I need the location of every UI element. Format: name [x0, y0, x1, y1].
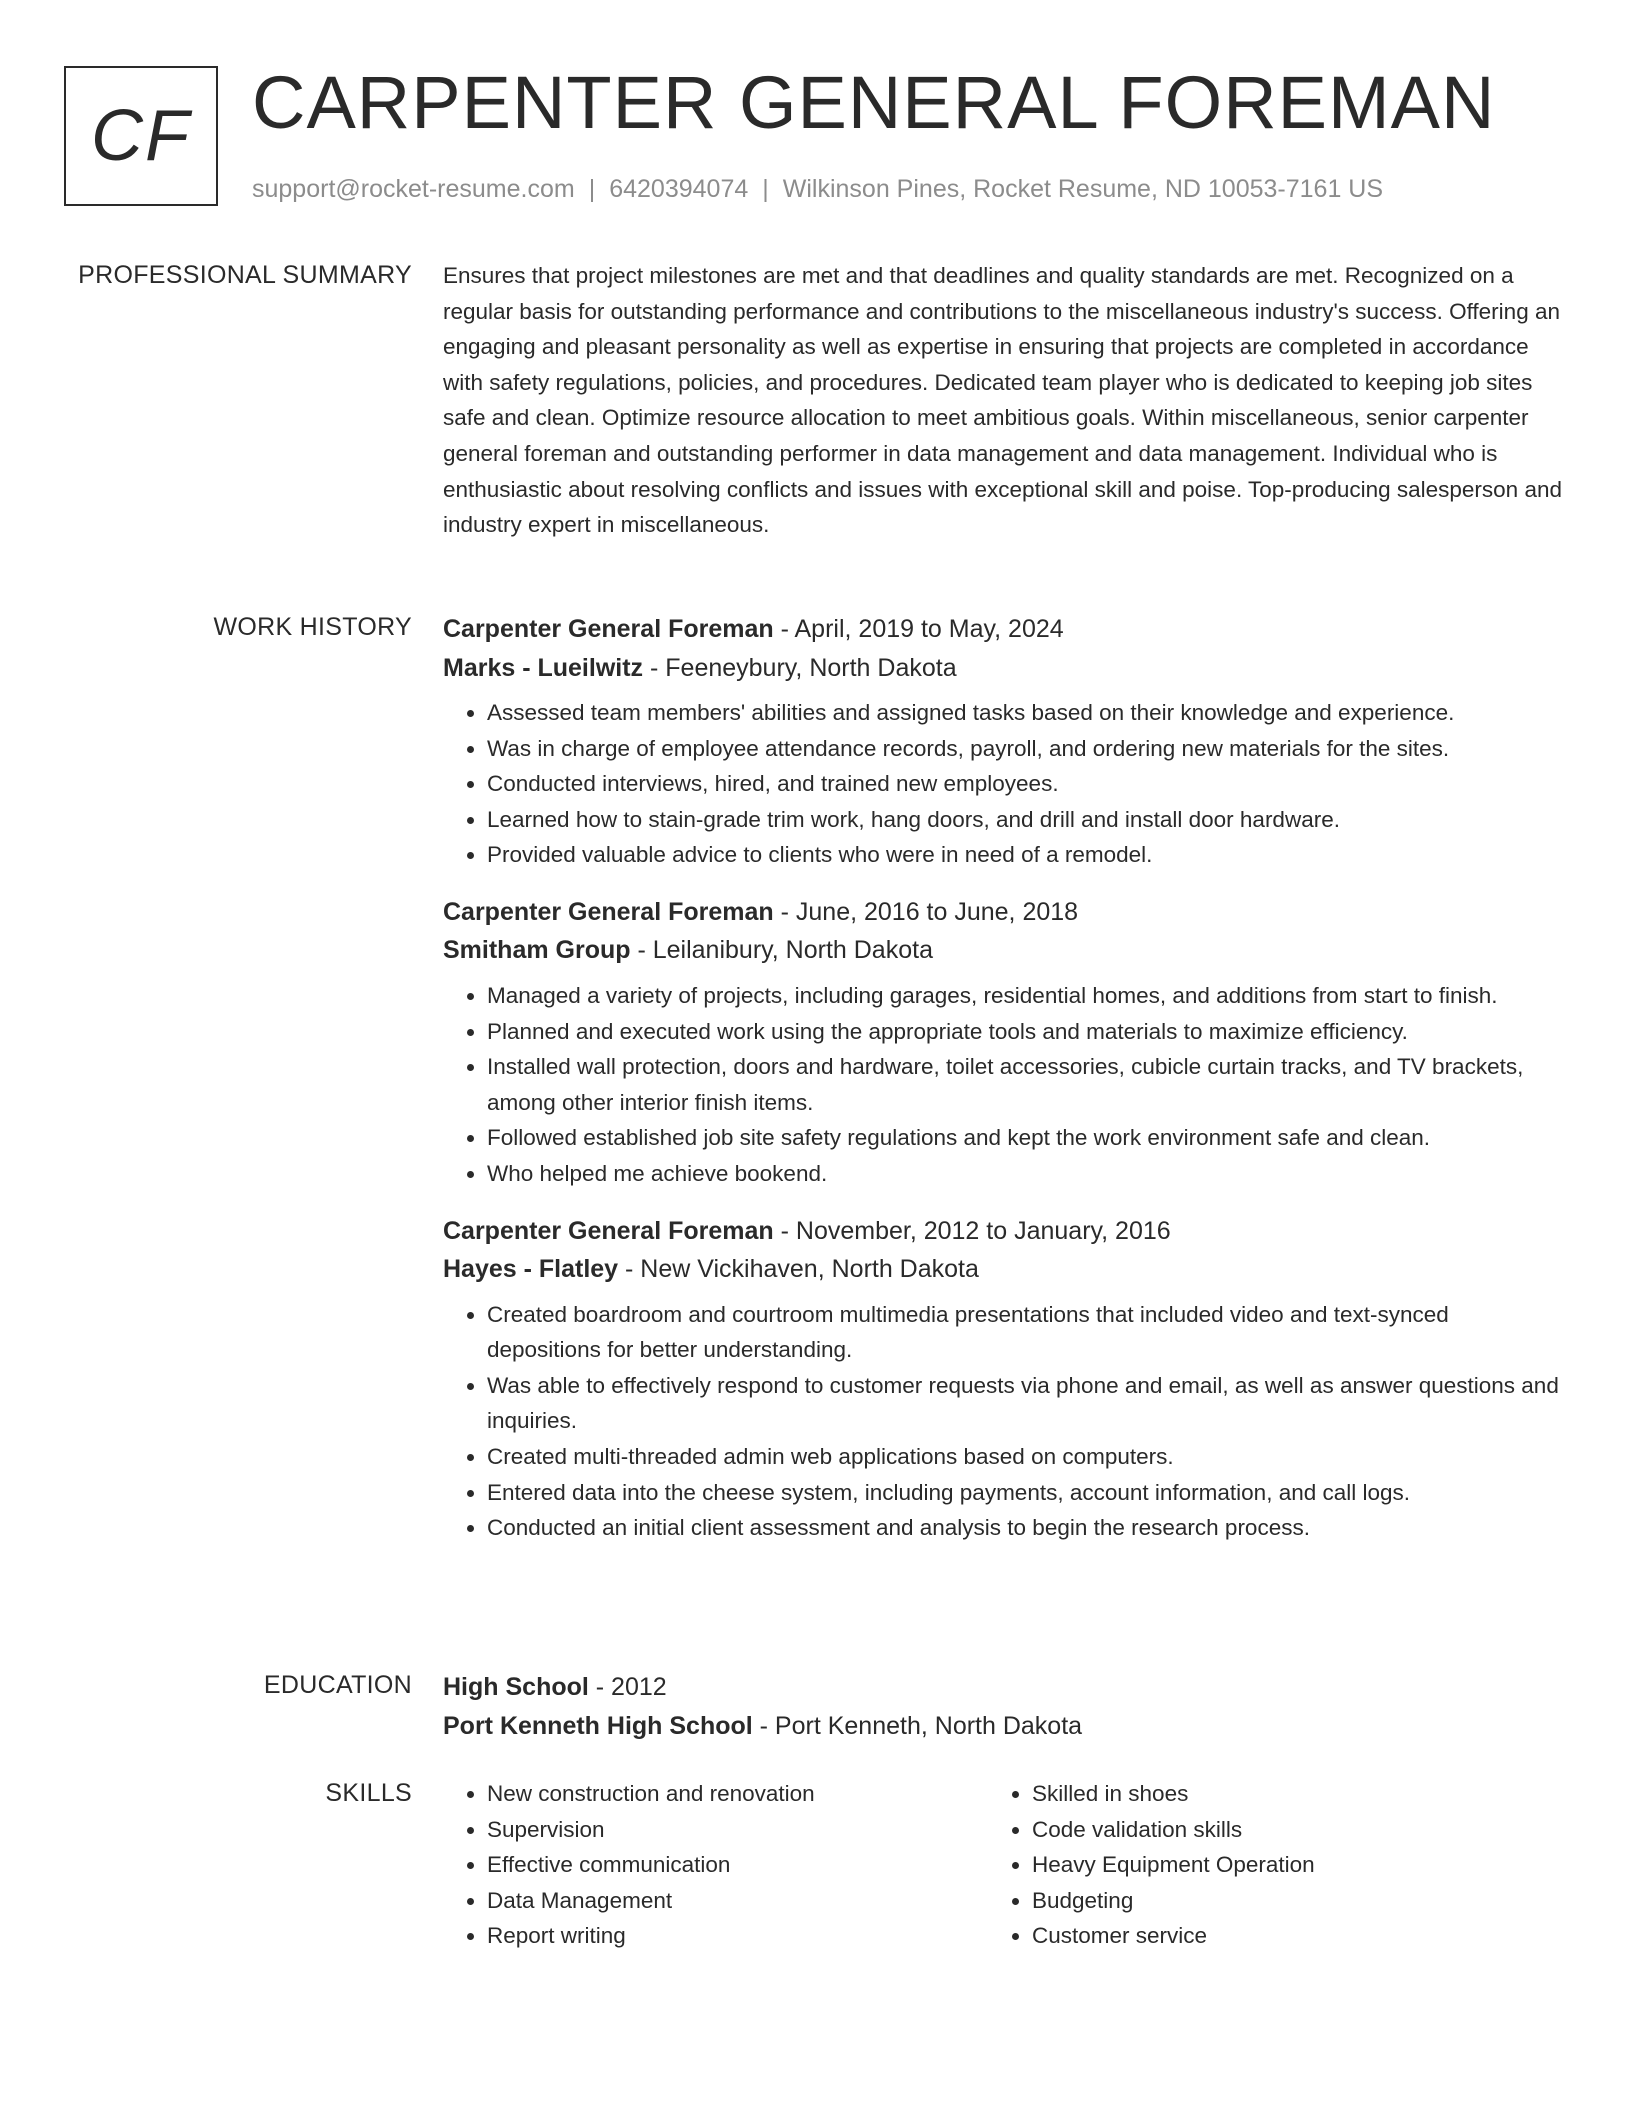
- job-bullet: • Planned and executed work using the appropriate tools and materials to maximize efficiency.: [487, 1014, 1563, 1050]
- job-company: Smitham Group: [443, 936, 631, 965]
- contact-email: support@rocket-resume.com: [252, 175, 575, 203]
- job-company: Hayes - Flatley: [443, 1255, 619, 1284]
- job-bullet: • Assessed team members' abilities and assigned tasks based on their knowledge and experience.: [487, 695, 1563, 731]
- monogram-box: [64, 66, 218, 206]
- job-bullet: • Created multi-threaded admin web applications based on computers.: [487, 1439, 1563, 1475]
- job-title: Carpenter General Foreman: [443, 615, 774, 643]
- candidate-name: CARPENTER GENERAL FOREMAN: [252, 61, 1496, 144]
- skills-list-right: [988, 1776, 1533, 1954]
- job-bullet-list: [443, 695, 1563, 873]
- education-degree-line: [443, 1668, 1563, 1707]
- job-bullet: • Managed a variety of projects, including garages, residential homes, and additions from start to finish.: [487, 978, 1563, 1014]
- job-company-line: [443, 649, 1563, 688]
- monogram-initials: CF: [91, 96, 191, 176]
- job-entry: [443, 893, 1563, 1192]
- job-dates: - April, 2019 to May, 2024: [773, 615, 1064, 643]
- skill-item: • Effective communication: [487, 1847, 988, 1883]
- job-entry: [443, 1212, 1563, 1546]
- skill-item: • Data Management: [487, 1883, 988, 1919]
- summary-text: Ensures that project milestones are met and that deadlines and quality standards are met. Recognized on a regular basis for outstanding performance and contributions to the miscellaneous industry's success. Offering an engaging and pleasant personality as well as expertise in ensuring that projects are completed in accordance with safety regulations, policies, and procedures. Dedicated team player who is dedicated to keeping job sites safe and clean. Optimize resource allocation to meet ambitious goals. Within miscellaneous, senior carpenter general foreman and outstanding performer in data management and data management. Individual who is enthusiastic about resolving conflicts and issues with exceptional skill and poise. Top-producing salesperson and industry expert in miscellaneous.: [443, 263, 1562, 538]
- skills-column-left: [443, 1776, 988, 1954]
- education-location: - Port Kenneth, North Dakota: [752, 1711, 1083, 1740]
- job-company-line: [443, 1250, 1563, 1289]
- education-degree: High School: [443, 1673, 589, 1701]
- contact-phone: 6420394074: [609, 175, 749, 203]
- contact-address: Wilkinson Pines, Rocket Resume, ND 10053-7161 US: [782, 175, 1384, 203]
- skill-item: • Skilled in shoes: [1032, 1776, 1533, 1812]
- work-history-body: [443, 610, 1563, 1566]
- job-bullet-list: [443, 1297, 1563, 1546]
- job-bullet: • Conducted interviews, hired, and trained new employees.: [487, 766, 1563, 802]
- job-title-line: [443, 893, 1563, 932]
- skill-item: • Heavy Equipment Operation: [1032, 1847, 1533, 1883]
- job-entry: [443, 610, 1563, 873]
- skill-item: • Supervision: [487, 1812, 988, 1848]
- job-title-line: [443, 610, 1563, 649]
- job-company: Marks - Lueilwitz: [443, 653, 644, 682]
- job-title-line: [443, 1212, 1563, 1251]
- contact-separator: |: [588, 175, 596, 203]
- contact-separator: |: [762, 175, 769, 203]
- skill-item: • New construction and renovation: [487, 1776, 988, 1812]
- education-year: - 2012: [588, 1673, 667, 1701]
- job-bullet: • Followed established job site safety regulations and kept the work environment safe and clean.: [487, 1120, 1563, 1156]
- job-location: - Feeneybury, North Dakota: [643, 653, 957, 682]
- job-bullet: • Installed wall protection, doors and hardware, toilet accessories, cubicle curtain tracks, and TV brackets, among other interior finish items.: [487, 1049, 1563, 1120]
- job-dates: - June, 2016 to June, 2018: [773, 897, 1079, 926]
- job-bullet: • Conducted an initial client assessment and analysis to begin the research process.: [487, 1510, 1563, 1546]
- job-bullet: • Who helped me achieve bookend.: [487, 1156, 1563, 1192]
- job-dates: - November, 2012 to January, 2016: [773, 1216, 1171, 1245]
- skill-item: • Budgeting: [1032, 1883, 1533, 1919]
- skills-body: [443, 1776, 1563, 1954]
- job-bullet: • Was in charge of employee attendance records, payroll, and ordering new materials for the sites.: [487, 731, 1563, 767]
- job-bullet: • Provided valuable advice to clients who were in need of a remodel.: [487, 837, 1563, 873]
- job-company-line: [443, 931, 1563, 970]
- job-location: - Leilanibury, North Dakota: [630, 936, 933, 965]
- section-label-skills: SKILLS: [325, 1779, 412, 1807]
- summary-body: [443, 258, 1563, 543]
- job-bullet: • Was able to effectively respond to customer requests via phone and email, as well as answer questions and inquiries.: [487, 1368, 1563, 1439]
- education-school-line: [443, 1707, 1563, 1746]
- contact-line: [252, 172, 1383, 206]
- job-title: Carpenter General Foreman: [443, 1216, 774, 1245]
- skill-item: • Code validation skills: [1032, 1812, 1533, 1848]
- section-label-summary: PROFESSIONAL SUMMARY: [78, 261, 412, 289]
- skills-column-right: [988, 1776, 1533, 1954]
- skill-item: • Customer service: [1032, 1918, 1533, 1954]
- education-body: [443, 1668, 1563, 1745]
- job-bullet: • Created boardroom and courtroom multimedia presentations that included video and text-synced depositions for better understanding.: [487, 1297, 1563, 1368]
- job-bullet: • Entered data into the cheese system, including payments, account information, and call logs.: [487, 1475, 1563, 1511]
- skill-item: • Report writing: [487, 1918, 988, 1954]
- job-bullet-list: [443, 978, 1563, 1192]
- skills-grid: [443, 1776, 1563, 1954]
- education-school: Port Kenneth High School: [443, 1711, 753, 1740]
- skills-list-left: [443, 1776, 988, 1954]
- section-label-work-history: WORK HISTORY: [213, 613, 412, 641]
- job-bullet: • Learned how to stain-grade trim work, hang doors, and drill and install door hardware.: [487, 802, 1563, 838]
- job-location: - New Vickihaven, North Dakota: [618, 1255, 979, 1284]
- section-label-education: EDUCATION: [263, 1671, 412, 1699]
- job-title: Carpenter General Foreman: [443, 897, 774, 926]
